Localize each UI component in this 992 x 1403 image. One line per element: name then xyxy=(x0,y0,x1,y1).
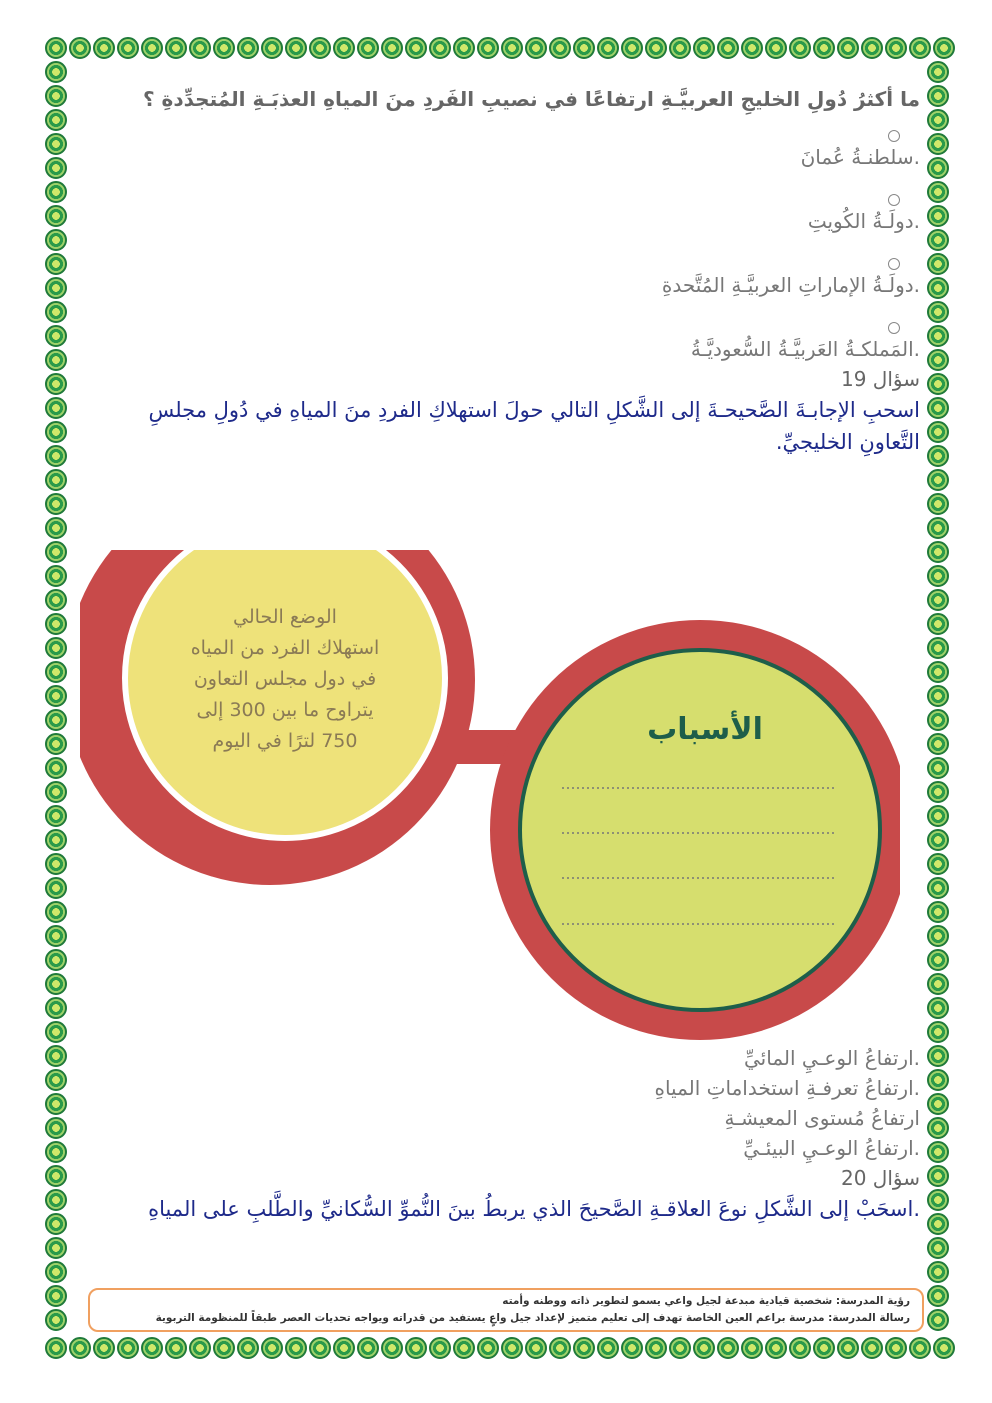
globe-ornament-icon xyxy=(237,37,259,59)
globe-ornament-icon xyxy=(927,1189,949,1211)
globe-ornament-icon xyxy=(927,1261,949,1283)
globe-ornament-icon xyxy=(927,373,949,395)
globe-ornament-icon xyxy=(861,1337,883,1359)
globe-ornament-icon xyxy=(477,37,499,59)
globe-ornament-icon xyxy=(927,85,949,107)
globe-ornament-icon xyxy=(189,37,211,59)
causes-heading: الأسباب xyxy=(647,712,763,747)
globe-ornament-icon xyxy=(597,1337,619,1359)
globe-ornament-icon xyxy=(927,613,949,635)
globe-ornament-icon xyxy=(927,205,949,227)
current-state-text xyxy=(140,602,430,757)
globe-ornament-icon xyxy=(45,253,67,275)
globe-ornament-icon xyxy=(213,37,235,59)
globe-ornament-icon xyxy=(669,1337,691,1359)
globe-ornament-icon xyxy=(45,61,67,83)
globe-ornament-icon xyxy=(909,37,931,59)
option-label: .دولَـةُ الكُويتِ xyxy=(807,209,920,233)
globe-ornament-icon xyxy=(573,1337,595,1359)
globe-ornament-icon xyxy=(741,37,763,59)
globe-ornament-icon xyxy=(621,1337,643,1359)
globe-ornament-icon xyxy=(45,469,67,491)
globe-ornament-icon xyxy=(927,1093,949,1115)
globe-ornament-icon xyxy=(927,901,949,923)
globe-ornament-icon xyxy=(261,37,283,59)
globe-ornament-icon xyxy=(285,37,307,59)
globe-ornament-icon xyxy=(45,589,67,611)
globe-ornament-icon xyxy=(501,1337,523,1359)
option-1[interactable] xyxy=(100,130,920,172)
answer-bank xyxy=(100,1043,920,1225)
option-3[interactable] xyxy=(100,258,920,300)
globe-ornament-icon xyxy=(927,181,949,203)
globe-ornament-icon xyxy=(45,565,67,587)
globe-ornament-icon xyxy=(45,421,67,443)
globe-ornament-icon xyxy=(309,1337,331,1359)
globe-ornament-icon xyxy=(333,1337,355,1359)
globe-ornament-icon xyxy=(693,1337,715,1359)
option-2[interactable] xyxy=(100,194,920,236)
globe-ornament-icon xyxy=(927,829,949,851)
globe-ornament-icon xyxy=(45,1213,67,1235)
globe-ornament-icon xyxy=(45,325,67,347)
globe-ornament-icon xyxy=(927,757,949,779)
globe-ornament-icon xyxy=(927,493,949,515)
globe-ornament-icon xyxy=(45,301,67,323)
question-20-prompt: .اسحَبْ إلى الشَّكلِ نوعَ العلاقـةِ الصَّحيحَ الذي يربطُ بينَ النُّموِّ السُّكانيِّ والطَّلبِ على المياهِ xyxy=(148,1197,920,1221)
globe-ornament-icon xyxy=(927,349,949,371)
globe-ornament-icon xyxy=(45,1021,67,1043)
globe-ornament-icon xyxy=(45,661,67,683)
globe-ornament-icon xyxy=(927,1045,949,1067)
globe-ornament-icon xyxy=(45,781,67,803)
globe-ornament-icon xyxy=(45,1117,67,1139)
option-4[interactable] xyxy=(100,322,920,364)
globe-ornament-icon xyxy=(453,37,475,59)
globe-ornament-icon xyxy=(45,85,67,107)
globe-ornament-icon xyxy=(927,133,949,155)
globe-ornament-icon xyxy=(927,109,949,131)
globe-ornament-icon xyxy=(927,301,949,323)
globe-ornament-icon xyxy=(927,445,949,467)
globe-ornament-icon xyxy=(885,1337,907,1359)
globe-ornament-icon xyxy=(45,37,67,59)
globe-ornament-icon xyxy=(645,1337,667,1359)
globe-ornament-icon xyxy=(765,37,787,59)
globe-ornament-icon xyxy=(645,37,667,59)
globe-ornament-icon xyxy=(927,277,949,299)
globe-ornament-icon xyxy=(933,1337,955,1359)
question-area xyxy=(100,82,920,458)
causes-disc[interactable] xyxy=(520,650,880,1010)
draggable-answer[interactable]: ارتفاعُ مُستوى المعيشـةِ xyxy=(724,1106,920,1130)
globe-ornament-icon xyxy=(549,37,571,59)
globe-ornament-icon xyxy=(45,1261,67,1283)
consumption-figure xyxy=(80,550,900,1050)
globe-ornament-icon xyxy=(45,1141,67,1163)
globe-ornament-icon xyxy=(93,1337,115,1359)
globe-ornament-icon xyxy=(927,973,949,995)
globe-ornament-icon xyxy=(45,1309,67,1331)
globe-ornament-icon xyxy=(309,37,331,59)
globe-ornament-icon xyxy=(927,949,949,971)
globe-ornament-icon xyxy=(927,589,949,611)
globe-ornament-icon xyxy=(45,733,67,755)
school-footer xyxy=(88,1288,924,1332)
globe-ornament-icon xyxy=(45,349,67,371)
globe-ornament-icon xyxy=(405,37,427,59)
radio-button[interactable] xyxy=(888,130,900,142)
globe-ornament-icon xyxy=(927,733,949,755)
globe-ornament-icon xyxy=(669,37,691,59)
globe-ornament-icon xyxy=(45,1093,67,1115)
globe-ornament-icon xyxy=(927,229,949,251)
globe-ornament-icon xyxy=(45,1237,67,1259)
globe-ornament-icon xyxy=(927,853,949,875)
current-state-line: استهلاك الفرد من المياه xyxy=(190,637,380,659)
globe-ornament-icon xyxy=(165,1337,187,1359)
globe-ornament-icon xyxy=(861,37,883,59)
globe-ornament-icon xyxy=(813,37,835,59)
globe-ornament-icon xyxy=(717,37,739,59)
globe-ornament-icon xyxy=(453,1337,475,1359)
globe-ornament-icon xyxy=(927,1021,949,1043)
globe-ornament-icon xyxy=(45,901,67,923)
ornament-border-right xyxy=(926,60,950,1332)
globe-ornament-icon xyxy=(837,37,859,59)
globe-ornament-icon xyxy=(237,1337,259,1359)
globe-ornament-icon xyxy=(927,253,949,275)
globe-ornament-icon xyxy=(573,37,595,59)
globe-ornament-icon xyxy=(357,1337,379,1359)
globe-ornament-icon xyxy=(621,37,643,59)
globe-ornament-icon xyxy=(525,1337,547,1359)
globe-ornament-icon xyxy=(45,277,67,299)
globe-ornament-icon xyxy=(45,493,67,515)
globe-ornament-icon xyxy=(405,1337,427,1359)
globe-ornament-icon xyxy=(429,37,451,59)
globe-ornament-icon xyxy=(885,37,907,59)
globe-ornament-icon xyxy=(45,1045,67,1067)
globe-ornament-icon xyxy=(927,421,949,443)
globe-ornament-icon xyxy=(381,1337,403,1359)
globe-ornament-icon xyxy=(927,925,949,947)
globe-ornament-icon xyxy=(927,661,949,683)
globe-ornament-icon xyxy=(927,685,949,707)
globe-ornament-icon xyxy=(45,1189,67,1211)
school-mission: رسالة المدرسة: مدرسة براعم العين الخاصة تهدف إلى تعليم متميز لإعداد جيل واعٍ يستفيد من قدراته ويواجه تحديات العصر طبقاً للمنظومة التربوية xyxy=(155,1312,910,1324)
globe-ornament-icon xyxy=(45,685,67,707)
question-20-number: سؤال 20 xyxy=(841,1166,920,1190)
globe-ornament-icon xyxy=(45,373,67,395)
globe-ornament-icon xyxy=(429,1337,451,1359)
current-state-line: يتراوح ما بين 300 إلى xyxy=(196,699,374,721)
globe-ornament-icon xyxy=(45,205,67,227)
globe-ornament-icon xyxy=(165,37,187,59)
globe-ornament-icon xyxy=(213,1337,235,1359)
globe-ornament-icon xyxy=(45,181,67,203)
globe-ornament-icon xyxy=(45,949,67,971)
globe-ornament-icon xyxy=(717,1337,739,1359)
globe-ornament-icon xyxy=(45,637,67,659)
globe-ornament-icon xyxy=(927,397,949,419)
globe-ornament-icon xyxy=(477,1337,499,1359)
school-vision: رؤية المدرسة: شخصية قيادية مبدعة لجيل واعي يسمو لتطوير ذاته ووطنه وأمته xyxy=(502,1295,910,1307)
globe-ornament-icon xyxy=(45,877,67,899)
globe-ornament-icon xyxy=(333,37,355,59)
globe-ornament-icon xyxy=(927,637,949,659)
globe-ornament-icon xyxy=(789,1337,811,1359)
globe-ornament-icon xyxy=(357,37,379,59)
globe-ornament-icon xyxy=(765,1337,787,1359)
globe-ornament-icon xyxy=(927,1069,949,1091)
globe-ornament-icon xyxy=(45,229,67,251)
question-18-title: ما أكثرُ دُولِ الخليجِ العربيَّـةِ ارتفاعًا في نصيبِ الفَردِ منَ المياهِ العذبَـةِ المُتجدِّدةِ ؟ xyxy=(142,87,920,111)
globe-ornament-icon xyxy=(45,853,67,875)
globe-ornament-icon xyxy=(549,1337,571,1359)
globe-ornament-icon xyxy=(45,613,67,635)
globe-ornament-icon xyxy=(45,1285,67,1307)
globe-ornament-icon xyxy=(927,1165,949,1187)
globe-ornament-icon xyxy=(45,997,67,1019)
globe-ornament-icon xyxy=(927,565,949,587)
current-state-line: 750 لترًا في اليوم xyxy=(212,730,358,752)
globe-ornament-icon xyxy=(45,1165,67,1187)
draggable-answer[interactable]: .ارتفاعُ تعرفـةِ استخداماتِ المياهِ xyxy=(654,1076,920,1100)
globe-ornament-icon xyxy=(45,1069,67,1091)
radio-button[interactable] xyxy=(888,322,900,334)
globe-ornament-icon xyxy=(927,541,949,563)
globe-ornament-icon xyxy=(813,1337,835,1359)
globe-ornament-icon xyxy=(45,757,67,779)
globe-ornament-icon xyxy=(45,517,67,539)
radio-button[interactable] xyxy=(888,194,900,206)
globe-ornament-icon xyxy=(45,925,67,947)
draggable-answer[interactable]: .ارتفاعُ الوعـيِ البيئـيِّ xyxy=(743,1136,920,1160)
globe-ornament-icon xyxy=(789,37,811,59)
globe-ornament-icon xyxy=(501,37,523,59)
globe-ornament-icon xyxy=(927,1237,949,1259)
globe-ornament-icon xyxy=(927,709,949,731)
globe-ornament-icon xyxy=(261,1337,283,1359)
question-19-number: سؤال 19 xyxy=(841,367,920,391)
ornament-border-left xyxy=(44,60,68,1332)
globe-ornament-icon xyxy=(927,997,949,1019)
globe-ornament-icon xyxy=(927,61,949,83)
globe-ornament-icon xyxy=(141,1337,163,1359)
globe-ornament-icon xyxy=(45,157,67,179)
globe-ornament-icon xyxy=(45,829,67,851)
globe-ornament-icon xyxy=(45,541,67,563)
option-label: .دولَـةُ الإماراتِ العربيَّـةِ المُتَّحدةِ xyxy=(661,273,920,297)
option-label: .سلطنـةُ عُمانَ xyxy=(800,145,920,169)
globe-ornament-icon xyxy=(927,877,949,899)
globe-ornament-icon xyxy=(381,37,403,59)
ornament-border-top xyxy=(44,36,956,60)
globe-ornament-icon xyxy=(285,1337,307,1359)
question-19-prompt: اسحبِ الإجابـةَ الصَّحيحـةَ إلى الشَّكلِ التالي حولَ استهلاكِ الفردِ منَ المياهِ في دُولِ مجلسِ التَّعاونِ الخليجيِّ. xyxy=(148,398,920,454)
ornament-border-bottom xyxy=(44,1336,956,1360)
globe-ornament-icon xyxy=(741,1337,763,1359)
globe-ornament-icon xyxy=(927,781,949,803)
draggable-answer[interactable]: .ارتفاعُ الوعـيِ المائيِّ xyxy=(744,1046,920,1070)
globe-ornament-icon xyxy=(45,709,67,731)
globe-ornament-icon xyxy=(927,469,949,491)
globe-ornament-icon xyxy=(45,445,67,467)
globe-ornament-icon xyxy=(927,1285,949,1307)
globe-ornament-icon xyxy=(927,1141,949,1163)
current-state-label: الوضع الحالي xyxy=(233,606,337,628)
globe-ornament-icon xyxy=(117,1337,139,1359)
globe-ornament-icon xyxy=(597,37,619,59)
globe-ornament-icon xyxy=(45,397,67,419)
option-label: .المَملكـةُ العَربيَّـةُ السُّعوديَّـةُ xyxy=(690,337,920,361)
globe-ornament-icon xyxy=(69,37,91,59)
globe-ornament-icon xyxy=(693,37,715,59)
globe-ornament-icon xyxy=(927,1117,949,1139)
globe-ornament-icon xyxy=(837,1337,859,1359)
globe-ornament-icon xyxy=(45,1337,67,1359)
globe-ornament-icon xyxy=(45,973,67,995)
globe-ornament-icon xyxy=(141,37,163,59)
globe-ornament-icon xyxy=(927,805,949,827)
current-state-line: في دول مجلس التعاون xyxy=(193,668,377,690)
globe-ornament-icon xyxy=(927,1213,949,1235)
globe-ornament-icon xyxy=(45,805,67,827)
globe-ornament-icon xyxy=(93,37,115,59)
radio-button[interactable] xyxy=(888,258,900,270)
globe-ornament-icon xyxy=(909,1337,931,1359)
globe-ornament-icon xyxy=(189,1337,211,1359)
globe-ornament-icon xyxy=(69,1337,91,1359)
globe-ornament-icon xyxy=(927,157,949,179)
globe-ornament-icon xyxy=(927,325,949,347)
globe-ornament-icon xyxy=(117,37,139,59)
globe-ornament-icon xyxy=(927,517,949,539)
globe-ornament-icon xyxy=(927,1309,949,1331)
globe-ornament-icon xyxy=(933,37,955,59)
globe-ornament-icon xyxy=(45,133,67,155)
globe-ornament-icon xyxy=(525,37,547,59)
globe-ornament-icon xyxy=(45,109,67,131)
